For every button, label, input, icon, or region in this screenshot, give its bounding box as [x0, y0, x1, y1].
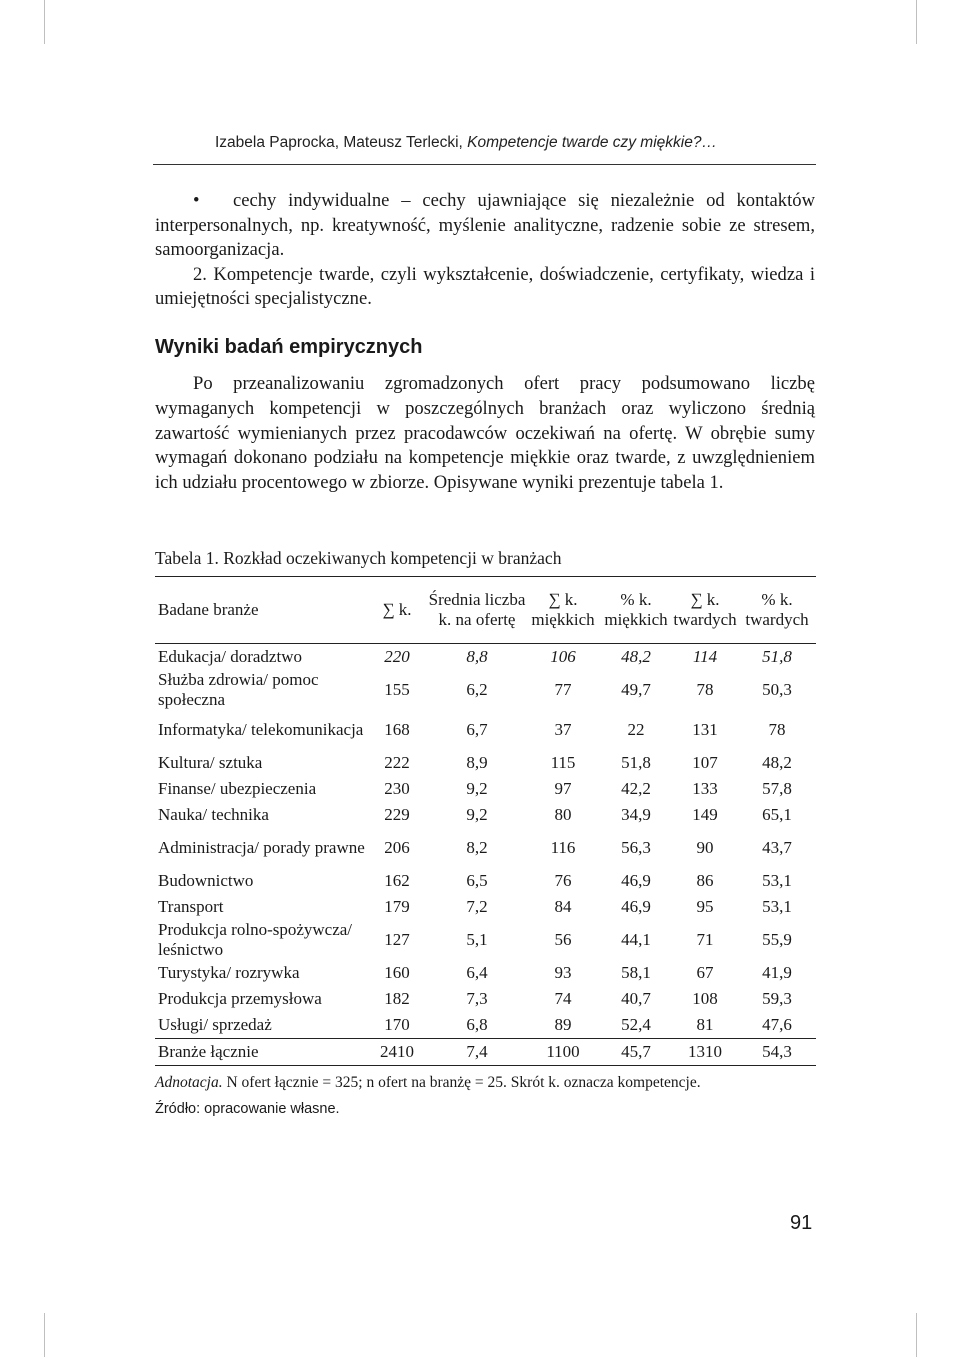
cell-sum: 230	[384, 779, 410, 798]
note-label: Adnotacja.	[155, 1074, 223, 1091]
running-header	[215, 134, 717, 152]
intro-block	[155, 189, 815, 312]
bullet-item	[155, 189, 815, 263]
header-avg: Średnia liczba k. na ofertę	[428, 577, 526, 644]
cell-avg: 9,2	[466, 779, 488, 798]
cell-pct-soft: 46,9	[621, 897, 651, 916]
cell-pct-soft: 22	[627, 720, 645, 739]
cell-pct-soft: 52,4	[621, 1015, 651, 1034]
cell-branch: Finanse/ ubezpieczenia	[158, 779, 317, 798]
cell-sum: 2410	[366, 1039, 428, 1066]
cell-pct-hard: 65,1	[762, 805, 792, 824]
cell-branch: Produkcja rolno-spożywcza/ leśnictwo	[158, 920, 353, 959]
cell-avg: 6,8	[466, 1015, 488, 1034]
cell-hard: 108	[692, 989, 718, 1008]
cell-sum: 127	[384, 930, 410, 949]
cell-avg: 6,2	[466, 680, 488, 699]
cell-pct-hard: 59,3	[762, 989, 792, 1008]
table-header-row	[155, 577, 816, 644]
table-row	[155, 894, 816, 920]
table-row	[155, 750, 816, 776]
cell-soft: 84	[554, 897, 572, 916]
cell-hard: 95	[696, 897, 714, 916]
table-row	[155, 670, 816, 710]
header-title: Kompetencje twarde czy miękkie?…	[467, 134, 717, 151]
cell-soft: 77	[554, 680, 572, 699]
cell-soft: 80	[554, 805, 572, 824]
cell-soft: 56	[554, 930, 572, 949]
cell-sum: 179	[384, 897, 410, 916]
cell-pct-soft: 44,1	[621, 930, 651, 949]
cell-hard: 78	[696, 680, 714, 699]
cell-pct-hard: 43,7	[762, 838, 792, 857]
body-paragraph: Po przeanalizowaniu zgromadzonych ofert pracy podsumowano liczbę wymaganych kompetencji w poszczególnych branżach oraz wyliczono średnią zawartość wymienianych przez pracodawców oczekiwań na ofertę. W obrębie sumy wymagań dokonano podziału na kompetencje miękkie oraz twarde, z uwzględnieniem ich udziału procentowego w zbiorze. Opisywane wyniki prezentuje tabela 1.	[155, 373, 815, 494]
cell-soft: 97	[554, 779, 572, 798]
table-row	[155, 986, 816, 1012]
table-row	[155, 868, 816, 894]
cell-pct-soft: 49,7	[621, 680, 651, 699]
cell-pct-hard: 41,9	[762, 963, 792, 982]
cell-pct-soft: 56,3	[621, 838, 651, 857]
cell-avg: 7,3	[466, 989, 488, 1008]
cell-pct-hard: 54,3	[738, 1039, 816, 1066]
table-note	[155, 1074, 701, 1092]
header-authors: Izabela Paprocka, Mateusz Terlecki,	[215, 134, 468, 151]
cell-soft: 116	[550, 838, 576, 857]
cell-pct-soft: 40,7	[621, 989, 651, 1008]
cell-pct-hard: 53,1	[762, 871, 792, 890]
cell-soft: 76	[554, 871, 572, 890]
table-row	[155, 776, 816, 802]
cell-branch: Kultura/ sztuka	[158, 753, 263, 772]
cell-hard: 71	[696, 930, 714, 949]
cell-avg: 8,9	[466, 753, 488, 772]
cell-pct-hard: 55,9	[762, 930, 792, 949]
cell-pct-hard: 48,2	[762, 753, 792, 772]
table-row	[155, 828, 816, 868]
cell-hard: 133	[692, 779, 718, 798]
bullet-symbol: •	[193, 190, 200, 211]
page-number: 91	[790, 1212, 813, 1234]
header-rule	[153, 164, 816, 165]
cell-hard: 90	[696, 838, 714, 857]
cell-pct-soft: 48,2	[621, 647, 651, 666]
cell-branch: Służba zdrowia/ pomoc społeczna	[158, 670, 319, 709]
cell-avg: 8,8	[466, 647, 488, 666]
header-branch: Badane branże	[155, 577, 366, 644]
cell-hard: 67	[696, 963, 714, 982]
cell-pct-hard: 57,8	[762, 779, 792, 798]
cell-avg: 6,7	[466, 720, 488, 739]
cell-sum: 170	[384, 1015, 410, 1034]
cell-soft: 89	[554, 1015, 572, 1034]
cell-branch: Administracja/ porady prawne	[158, 838, 365, 857]
cell-pct-hard: 47,6	[762, 1015, 792, 1034]
table-row	[155, 1012, 816, 1039]
cell-pct-hard: 51,8	[762, 647, 792, 666]
cell-soft: 106	[550, 647, 576, 666]
cell-soft: 74	[554, 989, 572, 1008]
cell-avg: 6,4	[466, 963, 488, 982]
bullet-text: cechy indywidualne – cechy ujawniające się niezależnie od kontaktów interpersonalnych, np. kreatywność, myślenie analityczne, radzenie sobie ze stresem, samoorganizacja.	[155, 190, 815, 260]
cell-branch: Branże łącznie	[155, 1039, 366, 1066]
note-text: N ofert łącznie = 325; n ofert na branżę = 25. Skrót k. oznacza kompetencje.	[222, 1074, 701, 1091]
cell-sum: 206	[384, 838, 410, 857]
cell-hard: 131	[692, 720, 718, 739]
cell-pct-hard: 50,3	[762, 680, 792, 699]
cell-branch: Usługi/ sprzedaż	[158, 1015, 272, 1034]
competence-table	[155, 576, 816, 1066]
cell-pct-soft: 58,1	[621, 963, 651, 982]
cell-hard: 114	[692, 647, 718, 666]
cell-soft: 93	[554, 963, 572, 982]
table-row	[155, 960, 816, 986]
cell-sum: 168	[384, 720, 410, 739]
cell-sum: 182	[384, 989, 410, 1008]
crop-mark	[916, 0, 917, 44]
crop-mark	[916, 1313, 917, 1357]
cell-pct-hard: 53,1	[762, 897, 792, 916]
header-sum: ∑ k.	[366, 577, 428, 644]
cell-sum: 162	[384, 871, 410, 890]
cell-hard: 107	[692, 753, 718, 772]
cell-branch: Nauka/ technika	[158, 805, 269, 824]
cell-avg: 5,1	[466, 930, 488, 949]
header-pct-hard: % k. twardych	[738, 577, 816, 644]
cell-avg: 9,2	[466, 805, 488, 824]
cell-avg: 8,2	[466, 838, 488, 857]
table-total-row	[155, 1039, 816, 1066]
crop-mark	[44, 1313, 45, 1357]
cell-sum: 220	[384, 647, 410, 666]
cell-hard: 1310	[672, 1039, 738, 1066]
cell-branch: Turystyka/ rozrywka	[158, 963, 300, 982]
cell-branch: Informatyka/ telekomunikacja	[158, 720, 364, 739]
cell-hard: 149	[692, 805, 718, 824]
crop-mark	[44, 0, 45, 44]
cell-sum: 155	[384, 680, 410, 699]
header-sum-soft: ∑ k. miękkich	[526, 577, 600, 644]
cell-branch: Budownictwo	[158, 871, 254, 890]
table-row	[155, 644, 816, 671]
list-item-2: 2. Kompetencje twarde, czyli wykształcenie, doświadczenie, certyfikaty, wiedza i umiejętności specjalistyczne.	[155, 263, 815, 309]
cell-pct-soft: 51,8	[621, 753, 651, 772]
cell-pct-soft: 46,9	[621, 871, 651, 890]
cell-pct-hard: 78	[768, 720, 786, 739]
table-source: Źródło: opracowanie własne.	[155, 1101, 340, 1117]
cell-hard: 86	[696, 871, 714, 890]
table-row	[155, 802, 816, 828]
cell-avg: 7,4	[428, 1039, 526, 1066]
table-row	[155, 920, 816, 960]
cell-branch: Edukacja/ doradztwo	[158, 647, 302, 666]
cell-sum: 160	[384, 963, 410, 982]
table-caption: Tabela 1. Rozkład oczekiwanych kompetencji w branżach	[155, 548, 562, 568]
cell-pct-soft: 42,2	[621, 779, 651, 798]
header-sum-hard: ∑ k. twardych	[672, 577, 738, 644]
cell-sum: 229	[384, 805, 410, 824]
section-heading: Wyniki badań empirycznych	[155, 336, 423, 358]
cell-avg: 7,2	[466, 897, 488, 916]
cell-branch: Produkcja przemysłowa	[158, 989, 322, 1008]
cell-soft: 37	[554, 720, 572, 739]
cell-hard: 81	[696, 1015, 714, 1034]
table-row	[155, 710, 816, 750]
header-pct-soft: % k. miękkich	[600, 577, 672, 644]
cell-sum: 222	[384, 753, 410, 772]
cell-pct-soft: 45,7	[600, 1039, 672, 1066]
cell-branch: Transport	[158, 897, 224, 916]
cell-avg: 6,5	[466, 871, 488, 890]
cell-pct-soft: 34,9	[621, 805, 651, 824]
cell-soft: 1100	[526, 1039, 600, 1066]
cell-soft: 115	[550, 753, 576, 772]
